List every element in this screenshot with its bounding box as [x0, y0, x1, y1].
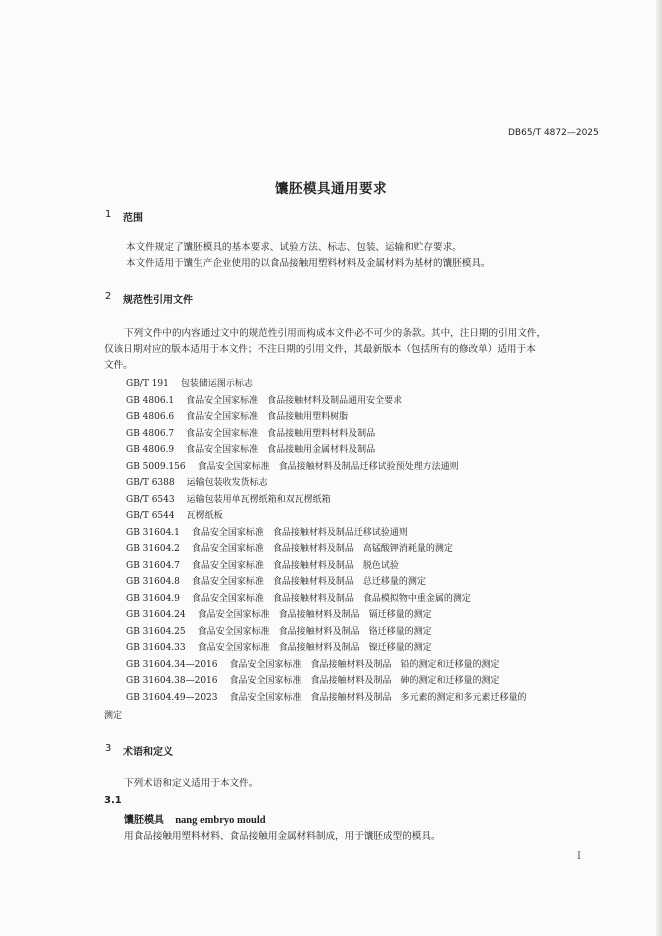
reference-item	[126, 492, 331, 505]
reference-item	[126, 475, 268, 488]
reference-title: 瓦楞纸板	[186, 511, 223, 521]
reference-item	[126, 393, 402, 406]
normative-intro-line-1: 下列文件中的内容通过文中的规范性引用而构成本文件必不可少的条款。其中，注日期的引用文件，	[124, 328, 547, 339]
reference-code: GB/T 191	[126, 379, 169, 389]
terms-intro: 下列术语和定义适用于本文件。	[124, 778, 259, 789]
reference-item	[126, 541, 453, 554]
page-marker: I	[577, 851, 581, 862]
section-number: 1	[105, 209, 112, 220]
reference-code: GB/T 6544	[126, 511, 175, 521]
reference-code: GB 4806.6	[126, 412, 175, 422]
reference-continuation: 测定	[104, 711, 123, 721]
term-number: 3.1	[104, 795, 122, 806]
term-definition: 用食品接触用塑料材料、食品接触用金属材料制成，用于馕胚成型的模具。	[124, 831, 441, 842]
reference-item	[126, 409, 348, 422]
reference-code: GB/T 6543	[126, 494, 175, 505]
reference-title: 食品安全国家标准 食品接触材料及制品迁移试验通则	[191, 527, 408, 538]
reference-code: GB 31604.7	[126, 560, 180, 571]
reference-title: 食品安全国家标准 食品接触材料及制品 镉迁移量的测定	[197, 610, 432, 620]
reference-item	[126, 574, 426, 587]
reference-title: 食品安全国家标准 食品接触材料及制品 高锰酸钾消耗量的测定	[191, 544, 453, 554]
reference-code: GB 31604.38—2016	[126, 676, 218, 686]
normative-intro-line-3: 文件。	[104, 360, 133, 371]
reference-title: 食品安全国家标准 食品接触材料及制品迁移试验预处理方法通则	[197, 461, 459, 472]
reference-item	[126, 459, 459, 472]
reference-code: GB 31604.8	[126, 577, 180, 587]
scope-paragraph-2: 本文件适用于馕生产企业使用的以食品接触用塑料材料及金属材料为基材的馕胚模具。	[126, 258, 491, 269]
reference-title: 食品安全国家标准 食品接触用塑料树脂	[186, 412, 349, 422]
doc-number: DB65/T 4872—2025	[508, 128, 599, 138]
reference-title: 食品安全国家标准 食品接触材料及制品 砷的测定和迁移量的测定	[229, 676, 500, 686]
reference-title: 食品安全国家标准 食品接触材料及制品 总迁移量的测定	[191, 577, 426, 587]
reference-title: 食品安全国家标准 食品接触材料及制品 铬迁移量的测定	[197, 626, 432, 637]
reference-title: 食品安全国家标准 食品接触材料及制品 多元素的测定和多元素迁移量的	[229, 692, 527, 703]
reference-item	[126, 690, 527, 703]
reference-title: 食品安全国家标准 食品接触材料及制品 脱色试验	[191, 560, 399, 571]
scan-edge	[656, 0, 662, 936]
section-number: 2	[105, 291, 112, 302]
section-number: 3	[105, 743, 112, 754]
reference-item	[126, 525, 408, 538]
scope-paragraph-1: 本文件规定了馕胚模具的基本要求、试验方法、标志、包装、运输和贮存要求。	[126, 242, 462, 253]
reference-title: 食品安全国家标准 食品接触材料及制品 铅的测定和迁移量的测定	[229, 659, 500, 670]
reference-item	[126, 640, 432, 653]
reference-title: 运输包装用单瓦楞纸箱和双瓦楞纸箱	[186, 494, 331, 505]
reference-title: 食品安全国家标准 食品接触材料及制品 食品模拟物中重金属的测定	[191, 593, 471, 604]
reference-code: GB 31604.34—2016	[126, 659, 218, 670]
section-title: 规范性引用文件	[123, 295, 193, 306]
section-title: 术语和定义	[123, 747, 173, 758]
term-en: nang embryo mould	[175, 815, 266, 826]
reference-title: 食品安全国家标准 食品接触材料及制品 镍迁移量的测定	[197, 643, 432, 653]
reference-item	[126, 657, 500, 670]
reference-item	[126, 607, 432, 620]
reference-item	[126, 442, 375, 455]
reference-item	[126, 558, 399, 571]
section-title: 范围	[123, 213, 143, 224]
reference-item	[126, 426, 375, 439]
term-cn: 馕胚模具	[124, 815, 164, 826]
reference-item	[126, 376, 253, 389]
reference-code: GB 4806.7	[126, 428, 175, 439]
reference-code: GB 31604.1	[126, 527, 180, 538]
reference-title: 食品安全国家标准 食品接触用塑料材料及制品	[186, 428, 376, 439]
reference-code: GB 31604.24	[126, 610, 186, 620]
reference-item	[126, 673, 500, 686]
reference-item	[126, 624, 432, 637]
reference-code: GB 4806.1	[126, 395, 175, 406]
reference-title: 运输包装收发货标志	[186, 478, 268, 488]
reference-title: 包装储运图示标志	[180, 379, 253, 389]
reference-code: GB 4806.9	[126, 445, 175, 455]
page-title: 馕胚模具通用要求	[275, 181, 387, 197]
reference-title: 食品安全国家标准 食品接触用金属材料及制品	[186, 445, 376, 455]
normative-intro-line-2: 仅该日期对应的版本适用于本文件；不注日期的引用文件，其最新版本（包括所有的修改单）适用于本	[104, 344, 536, 355]
reference-code: GB 31604.2	[126, 544, 180, 554]
reference-code: GB 31604.33	[126, 643, 186, 653]
reference-code: GB 31604.9	[126, 593, 180, 604]
reference-code: GB 31604.25	[126, 626, 186, 637]
reference-title: 食品安全国家标准 食品接触材料及制品通用安全要求	[186, 395, 403, 406]
reference-item	[126, 508, 223, 521]
term-entry	[124, 811, 266, 826]
reference-code: GB/T 6388	[126, 478, 175, 488]
reference-code: GB 31604.49—2023	[126, 692, 218, 703]
reference-item	[126, 591, 471, 604]
reference-code: GB 5009.156	[126, 461, 186, 472]
